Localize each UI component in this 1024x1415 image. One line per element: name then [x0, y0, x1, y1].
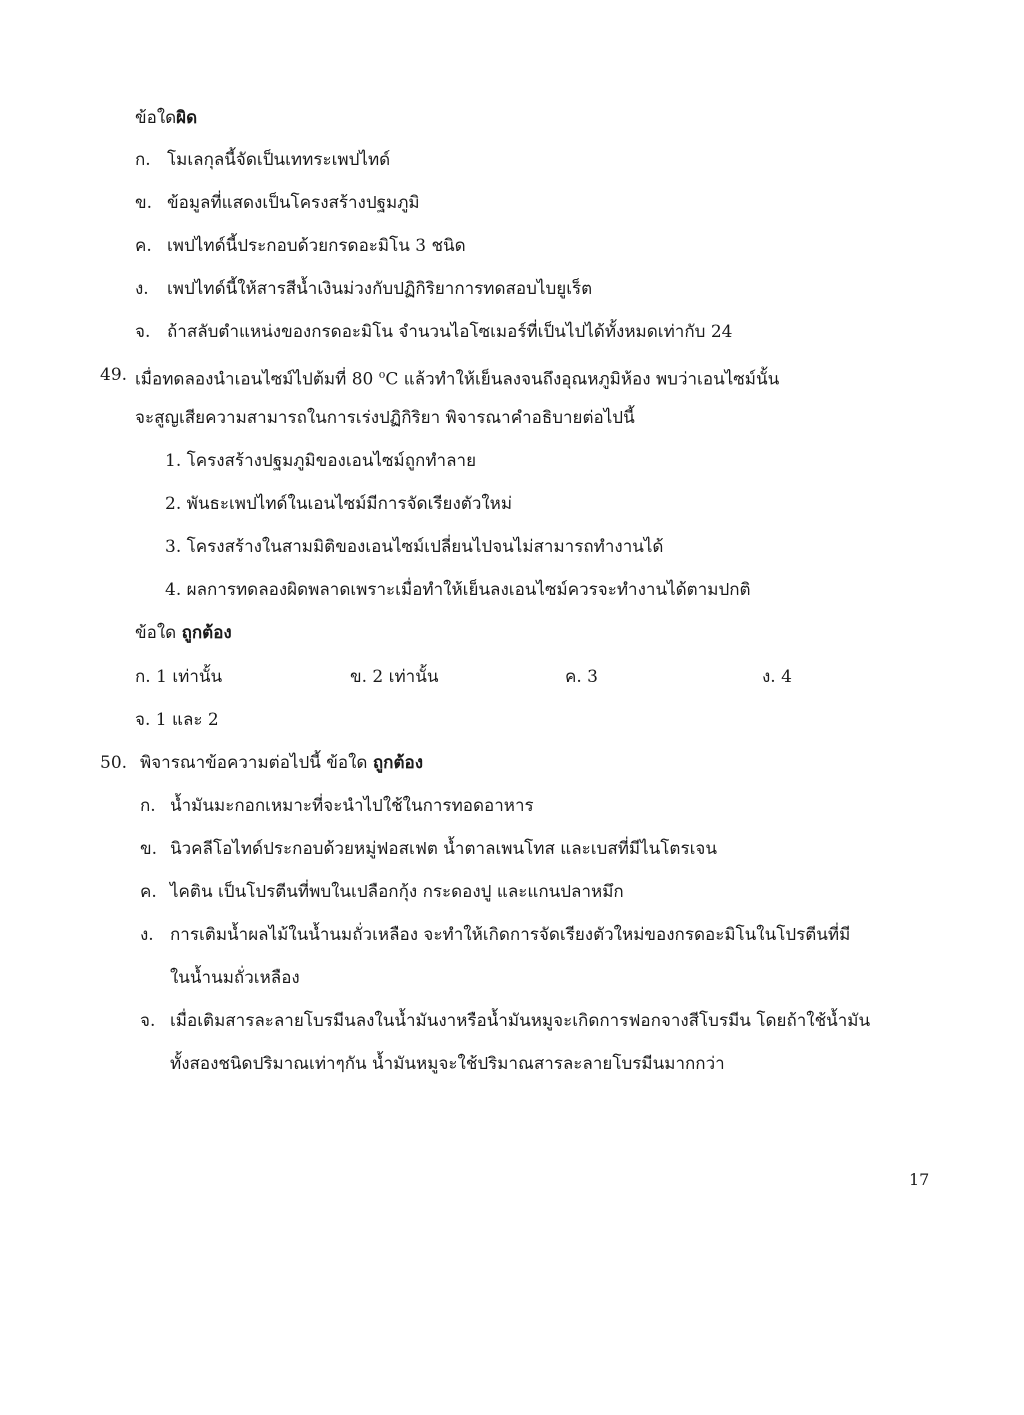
choice-text: ไคติน เป็นโปรตีนที่พบในเปลือกกุ้ง กระดองปู และแกนปลาหมึก	[170, 882, 624, 902]
q49-stem-text	[135, 363, 779, 392]
q49-option-d: ง. 4	[762, 667, 792, 687]
q49-statement-4: 4. ผลการทดลองผิดพลาดเพราะเมื่อทำให้เย็นลงเอนไซม์ควรจะทำงานได้ตามปกติ	[165, 580, 751, 600]
q49-prompt-text: ข้อใด	[135, 623, 182, 643]
choice-label: ก.	[140, 796, 156, 816]
q49-prompt	[135, 621, 232, 645]
choice-text: เพปไทด์นี้ประกอบด้วยกรดอะมิโน 3 ชนิด	[167, 236, 466, 256]
q48-choice-c	[135, 234, 466, 258]
q48-choice-a	[135, 148, 391, 172]
q48-prompt-emphasis: ผิด	[176, 108, 198, 128]
choice-text: เมื่อเติมสารละลายโบรมีนลงในน้ำมันงาหรือน้ำมันหมูจะเกิดการฟอกจางสีโบรมีน โดยถ้าใช้น้ำมัน	[170, 1011, 871, 1031]
q50-stem-text	[140, 751, 423, 775]
q48-prompt-text: ข้อใด	[135, 108, 177, 128]
q49-statement-3: 3. โครงสร้างในสามมิติของเอนไซม์เปลี่ยนไปจนไม่สามารถทำงานได้	[165, 537, 664, 557]
choice-label: ข.	[135, 193, 153, 213]
q48-choice-e	[135, 320, 733, 344]
choice-label: ค.	[135, 236, 152, 256]
q50-choice-e-cont: ทั้งสองชนิดปริมาณเท่าๆกัน น้ำมันหมูจะใช้ปริมาณสารละลายโบรมีนมากกว่า	[170, 1054, 725, 1074]
choice-label: ค.	[140, 882, 157, 902]
q49-stem	[100, 363, 780, 390]
q48-choice-b	[135, 191, 420, 215]
q50-stem	[100, 751, 423, 775]
q50-choice-d	[140, 923, 851, 947]
q50-choice-a	[140, 794, 534, 818]
q49-option-a: ก. 1 เท่านั้น	[135, 667, 223, 687]
q50-stem-prefix: พิจารณาข้อความต่อไปนี้ ข้อใด	[140, 753, 373, 773]
choice-label: ง.	[135, 279, 149, 299]
q48-choice-d	[135, 277, 593, 301]
choice-text: ถ้าสลับตำแหน่งของกรดอะมิโน จำนวนไอโซเมอร์ที่เป็นไปได้ทั้งหมดเท่ากับ 24	[167, 322, 733, 342]
choice-text: นิวคลีโอไทด์ประกอบด้วยหมู่ฟอสเฟต น้ำตาลเพนโทส และเบสที่มีไนโตรเจน	[170, 839, 717, 859]
question-number: 50.	[100, 753, 128, 773]
q49-stem-part-b: C แล้วทำให้เย็นลงจนถึงอุณหภูมิห้อง พบว่าเอนไซม์นั้น	[385, 369, 780, 390]
q49-statement-2: 2. พันธะเพปไทด์ในเอนไซม์มีการจัดเรียงตัวใหม่	[165, 494, 513, 514]
q49-statement-1: 1. โครงสร้างปฐมภูมิของเอนไซม์ถูกทำลาย	[165, 451, 477, 471]
page-number: 17	[909, 1170, 930, 1189]
choice-text: โมเลกุลนี้จัดเป็นเททระเพปไทด์	[167, 150, 391, 170]
choice-text: น้ำมันมะกอกเหมาะที่จะนำไปใช้ในการทอดอาหาร	[170, 796, 534, 816]
degree-sup: o	[378, 368, 386, 381]
q49-option-b: ข. 2 เท่านั้น	[350, 667, 439, 687]
q50-choice-c	[140, 880, 624, 904]
choice-label: จ.	[135, 322, 151, 342]
question-number: 49.	[100, 365, 128, 385]
q49-option-e: จ. 1 และ 2	[135, 710, 219, 730]
q49-option-c: ค. 3	[565, 667, 598, 687]
q50-stem-emphasis: ถูกต้อง	[372, 753, 423, 773]
choice-label: ก.	[135, 150, 151, 170]
choice-text: ข้อมูลที่แสดงเป็นโครงสร้างปฐมภูมิ	[167, 193, 420, 213]
choice-label: ข.	[140, 839, 158, 859]
q50-choice-d-cont: ในน้ำนมถั่วเหลือง	[170, 968, 300, 988]
choice-label: จ.	[140, 1011, 156, 1031]
q49-prompt-emphasis: ถูกต้อง	[181, 623, 232, 643]
choice-text: การเติมน้ำผลไม้ในน้ำนมถั่วเหลือง จะทำให้เกิดการจัดเรียงตัวใหม่ของกรดอะมิโนในโปรตีนที่มี	[170, 925, 851, 945]
choice-text: เพปไทด์นี้ให้สารสีน้ำเงินม่วงกับปฏิกิริยาการทดสอบไบยูเร็ต	[167, 279, 593, 299]
q48-prompt	[135, 106, 197, 130]
q50-choice-b	[140, 837, 717, 861]
q50-choice-e	[140, 1009, 871, 1033]
q49-stem-part-a: เมื่อทดลองนำเอนไซม์ไปต้มที่ 80	[135, 369, 379, 390]
choice-label: ง.	[140, 925, 154, 945]
q49-stem-line2: จะสูญเสียความสามารถในการเร่งปฏิกิริยา พิจารณาคำอธิบายต่อไปนี้	[135, 408, 635, 428]
